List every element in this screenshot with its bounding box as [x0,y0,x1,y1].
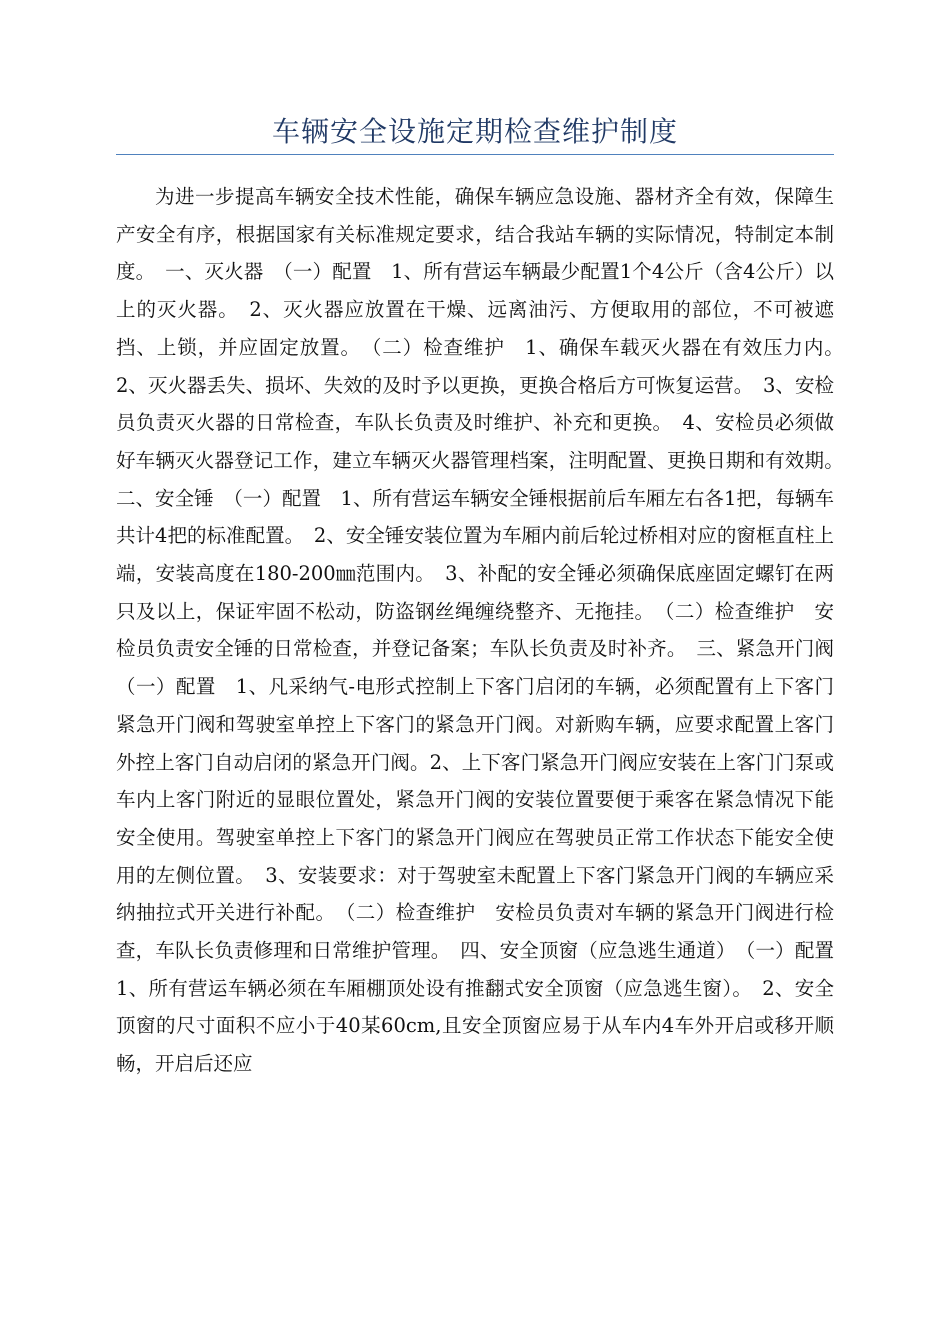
document-body-paragraph: 为进一步提高车辆安全技术性能，确保车辆应急设施、器材齐全有效，保障生产安全有序，根据国家有关标准规定要求，结合我站车辆的实际情况，特制定本制度。 一、灭火器 （一）配置 1、所有营运车辆最少配置1个4公斤（含4公斤）以上的灭火器。 2、灭火器应放置在干燥、远离油污、方便取用的部位，不可被遮挡、上锁，并应固定放置。 （二）检查维护 1、确保车载灭火器在有效压力内。 2、灭火器丢失、损坏、失效的及时予以更换，更换合格后方可恢复运营。 3、安检员负责灭火器的日常检查，车队长负责及时维护、补充和更换。 4、安检员必须做好车辆灭火器登记工作，建立车辆灭火器管理档案，注明配置、更换日期和有效期。 二、安全锤 （一）配置 1、所有营运车辆安全锤根据前后车厢左右各1把，每辆车共计4把的标准配置。 2、安全锤安装位置为车厢内前后轮过桥相对应的窗框直柱上端，安装高度在180-200㎜范围内。 3、补配的安全锤必须确保底座固定螺钉在两只及以上，保证牢固不松动，防盗钢丝绳缠绕整齐、无拖挂。 （二）检查维护 安检员负责安全锤的日常检查，并登记备案；车队长负责及时补齐。 三、紧急开门阀 （一）配置 1、凡采纳气-电形式控制上下客门启闭的车辆，必须配置有上下客门紧急开门阀和驾驶室单控上下客门的紧急开门阀。对新购车辆，应要求配置上客门外控上客门自动启闭的紧急开门阀。2、上下客门紧急开门阀应安装在上客门门泵或车内上客门附近的显眼位置处，紧急开门阀的安装位置要便于乘客在紧急情况下能安全使用。驾驶室单控上下客门的紧急开门阀应在驾驶员正常工作状态下能安全使用的左侧位置。 3、安装要求：对于驾驶室未配置上下客门紧急开门阀的车辆应采纳抽拉式开关进行补配。 （二）检查维护 安检员负责对车辆的紧急开门阀进行检查，车队长负责修理和日常维护管理。 四、安全顶窗（应急逃生通道） （一）配置 1、所有营运车辆必须在车厢棚顶处设有推翻式安全顶窗（应急逃生窗）。 2、安全顶窗的尺寸面积不应小于40某60cm,且安全顶窗应易于从车内4车外开启或移开顺畅，开启后还应 [116,185,854,1076]
document-title: 车辆安全设施定期检查维护制度 [271,115,678,148]
title-underline-divider [116,154,834,155]
